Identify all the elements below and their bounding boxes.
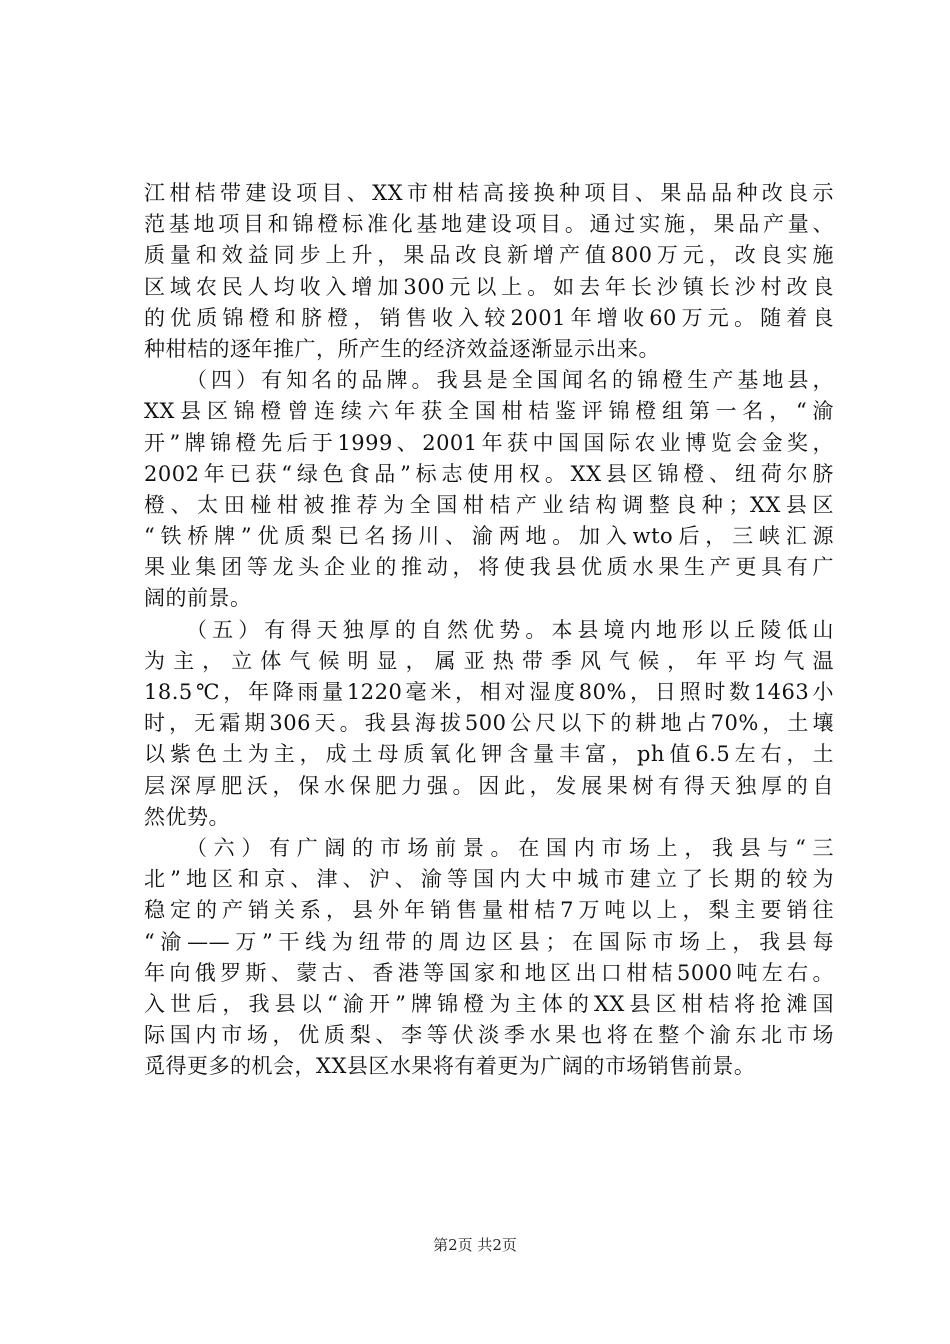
text-line: 以紫色土为主，成土母质氧化钾含量丰富，ph值6.5左右，土 [144,742,834,767]
text-line: 范基地项目和锦橙标准化基地建设项目。通过实施，果品产量、 [144,212,834,237]
text-line: 江柑桔带建设项目、XX市柑桔高接换种项目、果品品种改良示 [144,181,834,205]
text-line: 区域农民人均收入增加300元以上。如去年长沙镇长沙村改良 [144,274,834,299]
page-footer: 第2页 共2页 [433,1236,517,1254]
text-line: 的优质锦橙和脐橙，销售收入较2001年增收60万元。随着良 [144,305,834,330]
text-line: 觅得更多的机会，XX县区水果将有着更为广阔的市场销售前景。 [144,1054,756,1079]
document-body [144,178,834,1082]
text-line: 年向俄罗斯、蒙古、香港等国家和地区出口柑桔5000吨左右。 [144,960,834,985]
text-line: XX县区锦橙曾连续六年获全国柑桔鉴评锦橙组第一名，“渝 [144,399,834,424]
text-line: 果业集团等龙头企业的推动，将使我县优质水果生产更具有广 [144,555,834,580]
text-line: 为主，立体气候明显，属亚热带季风气候，年平均气温 [144,648,834,673]
text-line: 2002年已获“绿色食品”标志使用权。XX县区锦橙、纽荷尔脐 [144,461,834,486]
text-line: 然优势。 [144,804,230,829]
text-line: “铁桥牌”优质梨已名扬川、渝两地。加入wto后，三峡汇源 [144,524,834,549]
text-line: 橙、太田椪柑被推荐为全国柑桔产业结构调整良种；XX县区 [144,492,834,517]
text-line: 18.5℃，年降雨量1220毫米，相对湿度80%，日照时数1463小 [144,680,834,704]
text-line: （五）有得天独厚的自然优势。本县境内地形以丘陵低山 [186,617,834,642]
text-line: （六）有广阔的市场前景。在国内市场上，我县与“三 [186,835,834,860]
text-line: “渝——万”干线为纽带的周边区县；在国际市场上，我县每 [144,929,834,954]
text-line: 开”牌锦橙先后于1999、2001年获中国国际农业博览会金奖， [144,430,834,455]
text-line: 层深厚肥沃，保水保肥力强。因此，发展果树有得天独厚的自 [144,773,834,798]
text-line: 际国内市场，优质梨、李等伏淡季水果也将在整个渝东北市场 [144,1023,834,1048]
text-line: 时，无霜期306天。我县海拔500公尺以下的耕地占70%，土壤 [144,711,834,736]
text-line: 种柑桔的逐年推广，所产生的经济效益逐渐显示出来。 [144,336,660,361]
text-line: （四）有知名的品牌。我县是全国闻名的锦橙生产基地县， [186,368,834,393]
text-line: 北”地区和京、津、沪、渝等国内大中城市建立了长期的较为 [144,867,834,892]
text-line: 入世后，我县以“渝开”牌锦橙为主体的XX县区柑桔将抢滩国 [144,991,834,1016]
text-line: 稳定的产销关系，县外年销售量柑桔7万吨以上，梨主要销往 [144,898,834,923]
text-line: 阔的前景。 [144,586,252,611]
text-line: 质量和效益同步上升，果品改良新增产值800万元，改良实施 [144,243,834,268]
